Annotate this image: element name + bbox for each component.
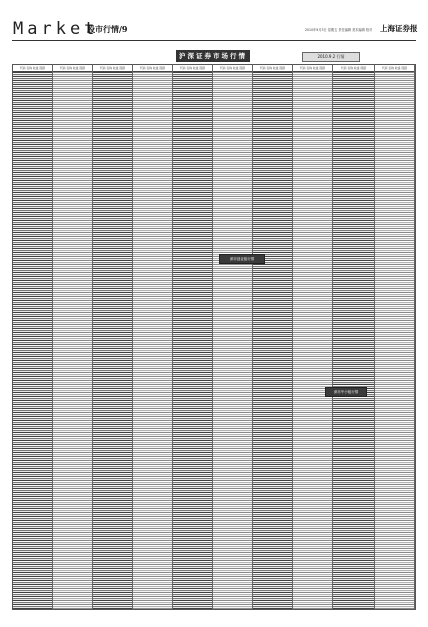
- page-banner: 沪深证券市场行情: [176, 50, 250, 62]
- date-badge: 2010.9.2 行情: [302, 52, 360, 62]
- column-header: 代码 名称 收盘 涨跌: [53, 65, 92, 72]
- quote-column-4: [133, 65, 173, 609]
- quote-column-8: [293, 65, 333, 609]
- header-rule: [12, 40, 416, 41]
- quote-column-10: [375, 65, 415, 609]
- quote-column-1: [13, 65, 53, 609]
- quote-column-9: [333, 65, 375, 609]
- column-header: 代码 名称 收盘 涨跌: [333, 65, 374, 72]
- section-title: 股市行情/9: [87, 24, 128, 34]
- quote-column-3: [93, 65, 133, 609]
- quote-column-5: [173, 65, 213, 609]
- quote-column-6: [213, 65, 253, 609]
- quote-column-7: [253, 65, 293, 609]
- column-header: 代码 名称 收盘 涨跌: [173, 65, 212, 72]
- subsection-heading: 深市创业板行情: [219, 254, 265, 264]
- issue-info: 2010年9月3日 星期五 责任编辑 美术编辑 校对: [305, 28, 373, 32]
- section-brand: Market: [13, 19, 99, 39]
- newspaper-name: 上海证券报: [380, 24, 418, 33]
- column-header: 代码 名称 收盘 涨跌: [293, 65, 332, 72]
- masthead: [0, 0, 428, 40]
- quote-column-2: [53, 65, 93, 609]
- column-header: 代码 名称 收盘 涨跌: [133, 65, 172, 72]
- quote-table: [12, 64, 416, 610]
- column-header: 代码 名称 收盘 涨跌: [13, 65, 52, 72]
- column-header: 代码 名称 收盘 涨跌: [375, 65, 414, 72]
- subsection-heading: 深市中小板行情: [325, 387, 367, 397]
- column-header: 代码 名称 收盘 涨跌: [213, 65, 252, 72]
- column-header: 代码 名称 收盘 涨跌: [253, 65, 292, 72]
- column-header: 代码 名称 收盘 涨跌: [93, 65, 132, 72]
